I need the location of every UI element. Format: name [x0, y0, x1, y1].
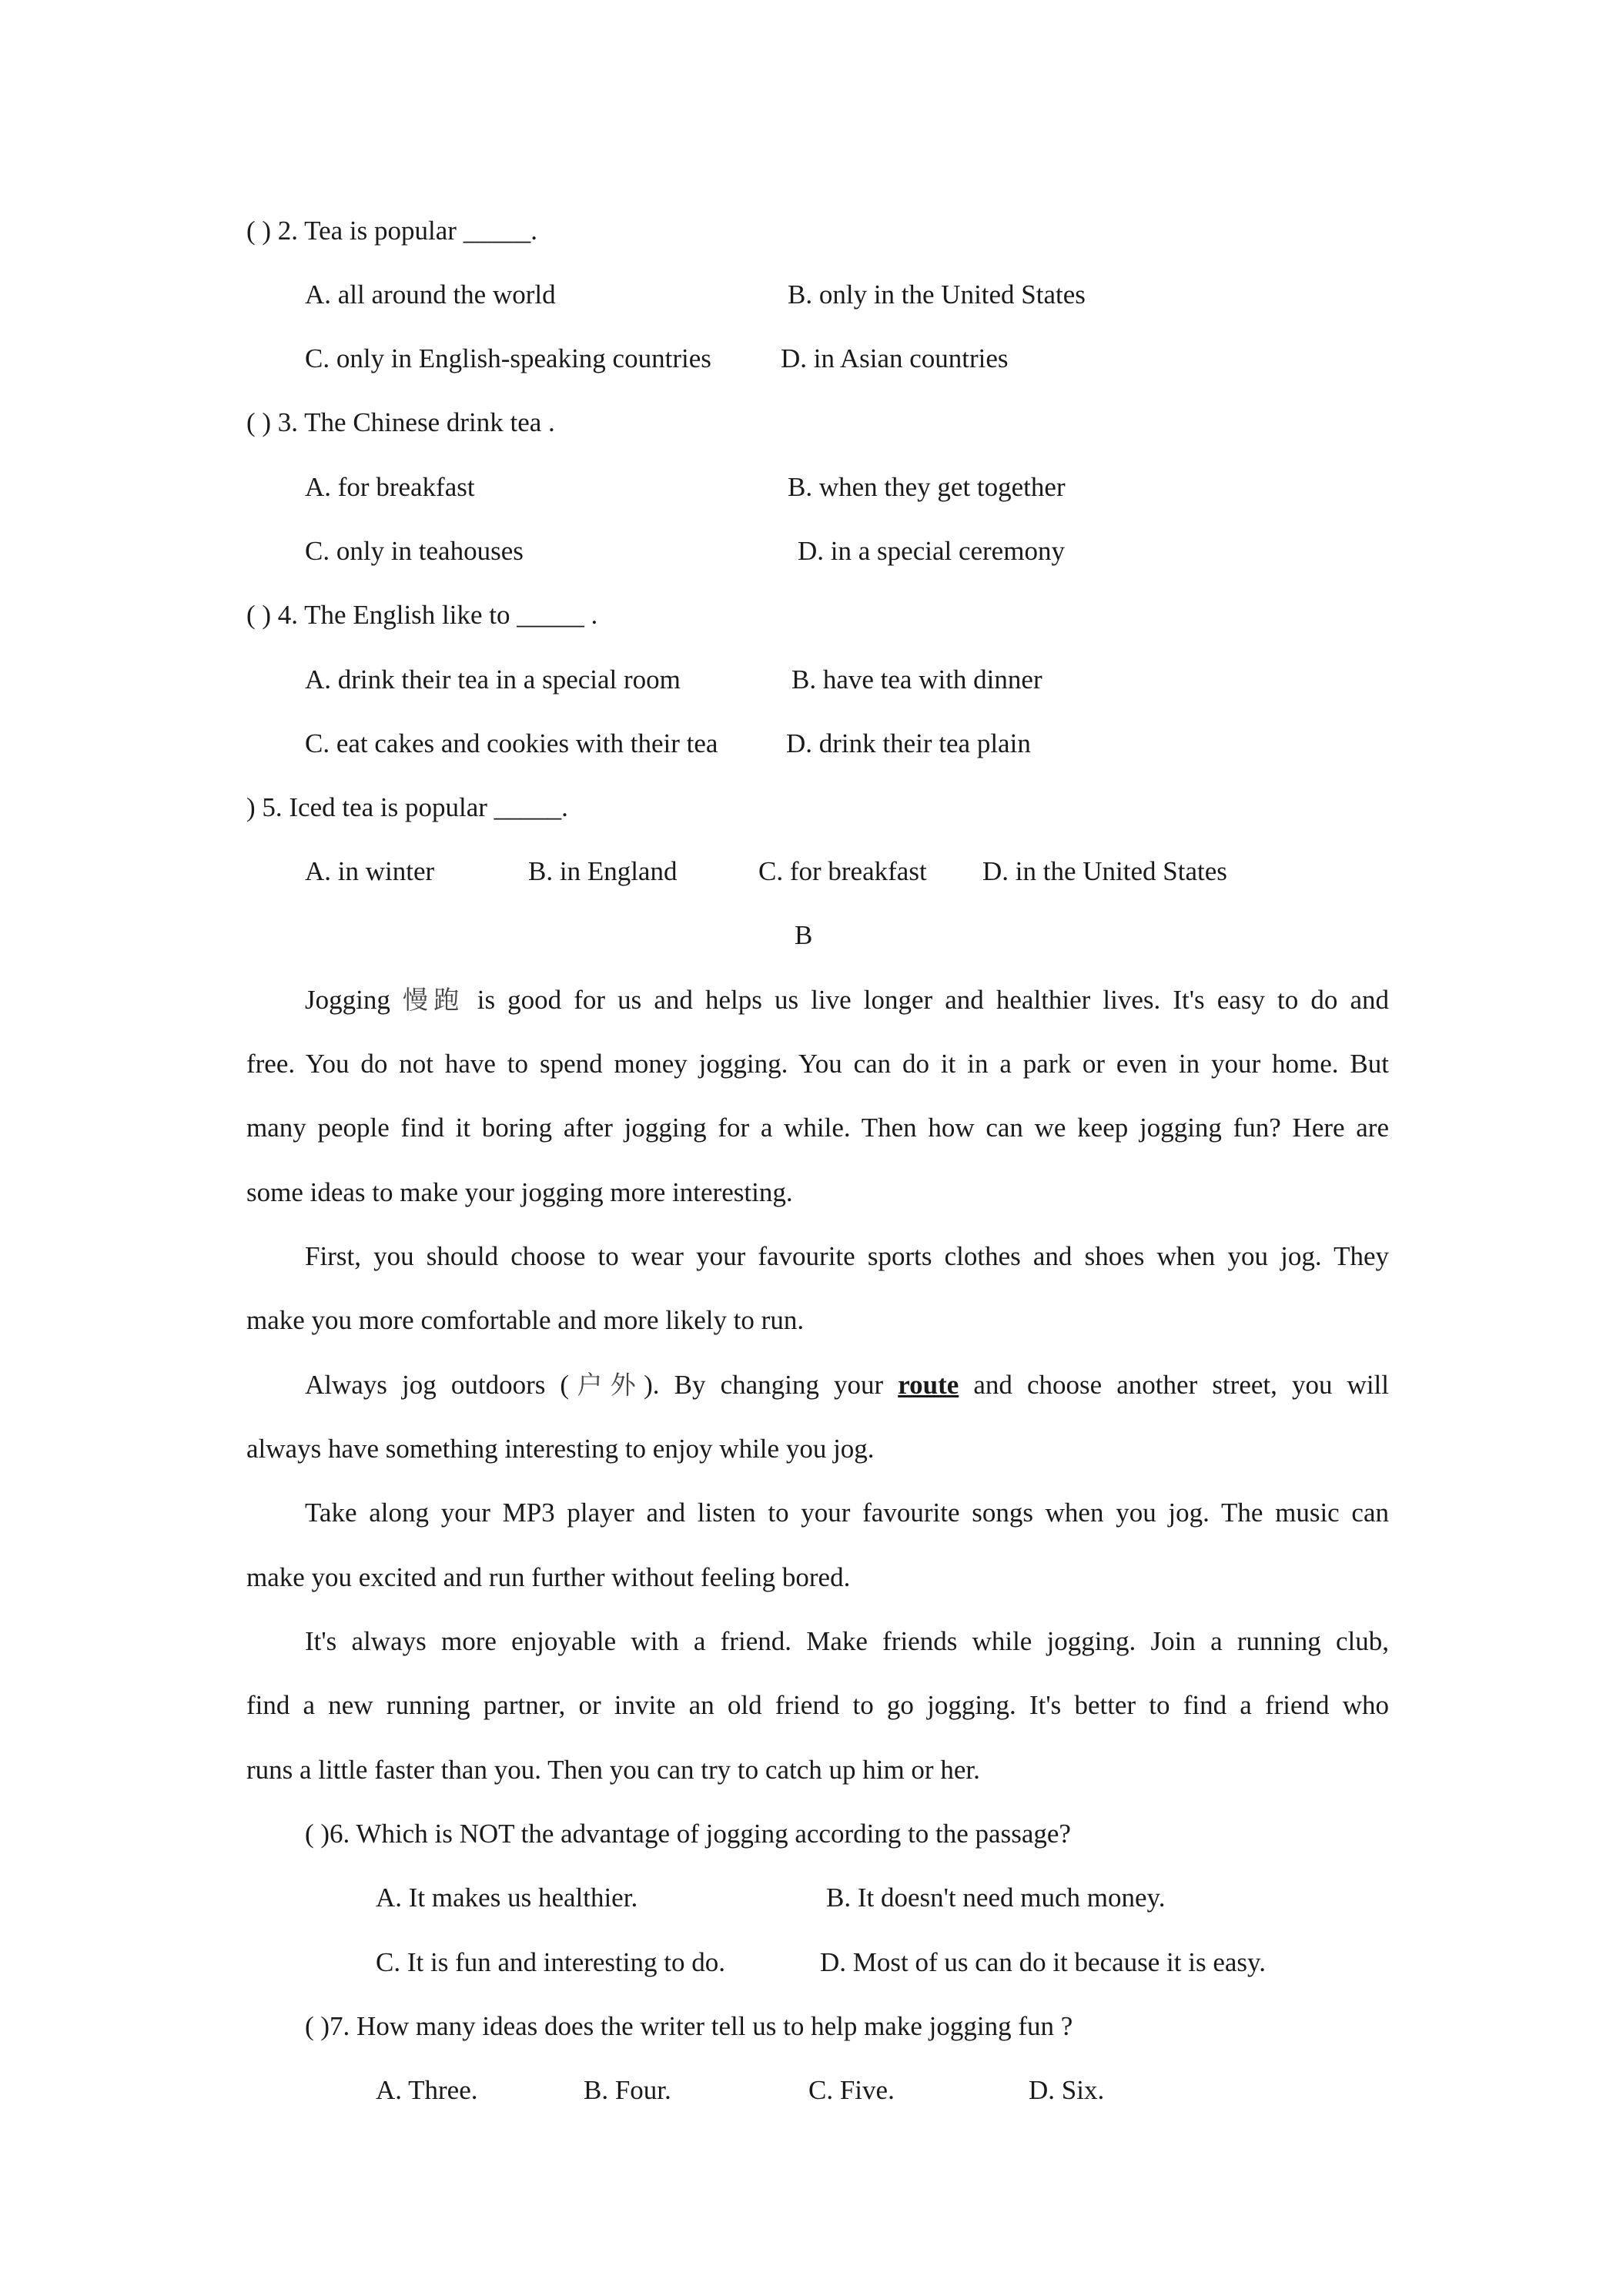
- question-4-stem: ( ) 4. The English like to _____ .: [246, 600, 598, 630]
- question-5-option-c: C. for breakfast: [758, 856, 927, 886]
- question-7-option-d: D. Six.: [1029, 2075, 1105, 2105]
- keyword-route: route: [898, 1370, 959, 1400]
- question-2-option-d: D. in Asian countries: [781, 343, 1009, 373]
- question-7-option-a: A. Three.: [376, 2075, 478, 2105]
- question-5-option-a: A. in winter: [305, 856, 435, 886]
- question-2-option-b: B. only in the United States: [788, 279, 1086, 310]
- passage-p5-line2: find a new running partner, or invite an old friend to go jogging. It's better to find a friend who: [246, 1690, 1389, 1720]
- passage-p2-line1: First, you should choose to wear your favourite sports clothes and shoes when you jog. They: [305, 1241, 1389, 1271]
- question-3-option-a: A. for breakfast: [305, 472, 475, 502]
- question-6-stem: ( )6. Which is NOT the advantage of jogging according to the passage?: [305, 1819, 1071, 1849]
- question-6-option-d: D. Most of us can do it because it is easy.: [820, 1947, 1267, 1977]
- question-3-option-d: D. in a special ceremony: [798, 536, 1065, 566]
- question-3-option-b: B. when they get together: [788, 472, 1066, 502]
- passage-p2-line2: make you more comfortable and more likely to run.: [246, 1305, 805, 1335]
- passage-p3-line1: Always jog outdoors (户外). By changing your route and choose another street, you will: [305, 1370, 1389, 1400]
- question-6-option-b: B. It doesn't need much money.: [826, 1883, 1166, 1913]
- question-2-option-a: A. all around the world: [305, 279, 556, 310]
- question-7-option-c: C. Five.: [808, 2075, 895, 2105]
- passage-p5-line3: runs a little faster than you. Then you can try to catch up him or her.: [246, 1755, 980, 1785]
- question-5-stem: ) 5. Iced tea is popular _____.: [246, 792, 568, 822]
- question-3-option-c: C. only in teahouses: [305, 536, 524, 566]
- question-2-option-c: C. only in English-speaking countries: [305, 343, 711, 373]
- question-4-option-c: C. eat cakes and cookies with their tea: [305, 728, 718, 758]
- passage-p1-line1: Jogging 慢跑 is good for us and helps us live longer and healthier lives. It's easy to do and: [305, 985, 1389, 1015]
- passage-p1-line3: many people find it boring after jogging for a while. Then how can we keep jogging fun? Here are: [246, 1113, 1389, 1143]
- passage-p4-line1: Take along your MP3 player and listen to your favourite songs when you jog. The music can: [305, 1498, 1389, 1528]
- passage-p4-line2: make you excited and run further without feeling bored.: [246, 1562, 851, 1592]
- question-6-option-a: A. It makes us healthier.: [376, 1883, 638, 1913]
- passage-p5-line1: It's always more enjoyable with a friend. Make friends while jogging. Join a running club,: [305, 1626, 1389, 1656]
- question-5-option-b: B. in England: [528, 856, 678, 886]
- question-3-stem: ( ) 3. The Chinese drink tea .: [246, 407, 555, 437]
- question-4-option-b: B. have tea with dinner: [791, 664, 1042, 694]
- question-2-stem: ( ) 2. Tea is popular _____.: [246, 216, 537, 246]
- section-b-label: B: [795, 920, 813, 950]
- question-4-option-a: A. drink their tea in a special room: [305, 664, 681, 694]
- question-7-option-b: B. Four.: [584, 2075, 671, 2105]
- passage-p3-line2: always have something interesting to enjoy while you jog.: [246, 1434, 875, 1464]
- question-5-option-d: D. in the United States: [982, 856, 1227, 886]
- passage-p1-line4: some ideas to make your jogging more interesting.: [246, 1177, 793, 1207]
- question-6-option-c: C. It is fun and interesting to do.: [376, 1947, 725, 1977]
- question-4-option-d: D. drink their tea plain: [786, 728, 1031, 758]
- passage-p1-line2: free. You do not have to spend money jogging. You can do it in a park or even in your home. But: [246, 1049, 1389, 1079]
- question-7-stem: ( )7. How many ideas does the writer tell us to help make jogging fun ?: [305, 2011, 1073, 2041]
